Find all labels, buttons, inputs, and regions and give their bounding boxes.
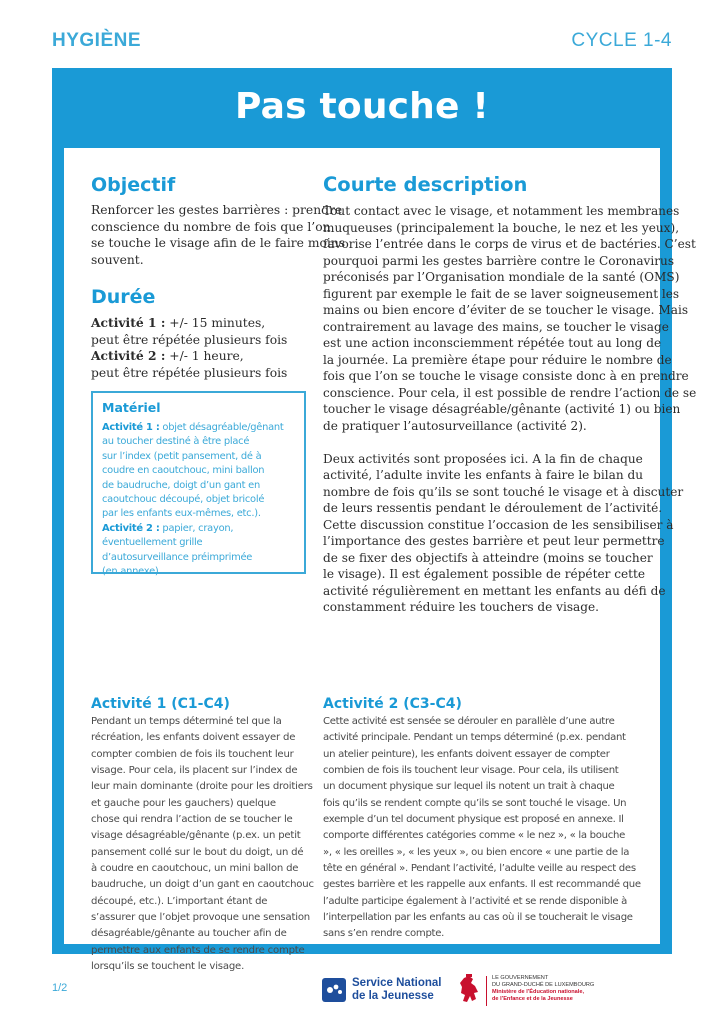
text-line: pansement collé sur le bout du doigt, un dé — [91, 846, 304, 858]
text-line: Pendant un temps déterminé tel que la — [91, 716, 282, 727]
snj-logo-block — [322, 976, 442, 1008]
text-line: par les enfants eux-mêmes, etc.). — [102, 508, 261, 520]
title-frame — [52, 68, 697, 973]
text-line: toucher le visage désagréable/gênante (activité 1) ou bien — [323, 402, 681, 416]
duree-a1-value: +/- 15 minutes, — [165, 316, 266, 330]
snj-logo-icon — [322, 978, 346, 1002]
text-line: », « les oreilles », « les yeux », ou bien encore « une partie de la — [323, 846, 630, 858]
government-logo-block — [456, 972, 626, 1012]
text-line: s’assurer que l’objet provoque une sensation — [91, 912, 311, 924]
description-text — [323, 203, 696, 616]
text-line: sans s’en rendre compte. — [323, 928, 445, 940]
ministry-line-2: de l’Enfance et de la Jeunesse — [492, 996, 573, 1002]
text-line: comporte différentes catégories comme « le nez », « la bouche — [323, 830, 626, 842]
duree-heading: Durée — [91, 286, 156, 308]
materiel-a2-first: papier, crayon, — [159, 522, 234, 534]
text-line: favorise l’entrée dans le corps de virus et de bactéries. C’est — [323, 237, 696, 251]
text-line: préconisés par l’Organisation mondiale de la santé (OMS) — [323, 270, 680, 284]
text-line: visage. Pour cela, ils placent sur l’index de — [91, 765, 298, 777]
text-line: lorsqu’ils se touchent le visage. — [91, 961, 245, 973]
text-line: pourquoi parmi les gestes barrière contre le Coronavirus — [323, 253, 675, 268]
text-line: combien de fois ils touchent leur visage. Pour cela, ils utilisent — [323, 765, 619, 777]
duree-activity-2 — [91, 348, 287, 365]
text-line: leur main dominante (droite pour les droitiers — [91, 781, 313, 793]
snj-line-1: Service National — [352, 977, 442, 989]
activite1-text — [91, 714, 314, 976]
duree-a2-value: +/- 1 heure, — [165, 349, 244, 363]
text-line: de se fixer des objectifs à atteindre (moins se toucher — [323, 550, 653, 565]
text-line: de pratiquer l’autosurveillance (activité 2). — [323, 418, 587, 433]
text-line: activité, l’adulte invite les enfants à faire le bilan du — [323, 468, 644, 482]
text-line: exemple d’un tel document physique est proposé en annexe. Il — [323, 814, 624, 826]
text-line: l’interpellation par les enfants au cas où il se toucherait le visage — [323, 912, 633, 924]
text-line: baudruche, un doigt d’un gant en caoutchouc — [91, 879, 314, 891]
text-line: de baudruche, doigt d’un gant en — [102, 479, 261, 491]
cycle-label: CYCLE 1-4 — [571, 30, 672, 51]
activite2-heading: Activité 2 (C3-C4) — [323, 696, 462, 712]
ministry-line-1: Ministère de l’Éducation nationale, — [492, 989, 585, 995]
page-number: 1/2 — [52, 982, 68, 994]
description-heading: Courte description — [323, 173, 528, 196]
text-line: permettre aux enfants de se rendre compte — [91, 944, 305, 956]
text-line: fois qu’ils se rendent compte qu’ils se sont touché le visage. Un — [323, 797, 627, 809]
snj-name — [352, 977, 441, 1003]
materiel-a1-label: Activité 1 : — [102, 422, 160, 433]
materiel-activity-1 — [102, 421, 284, 435]
objectif-heading: Objectif — [91, 174, 176, 196]
text-line: l’adulte participe également à l’activité et se rende disponible à — [323, 895, 628, 907]
text-line: le visage). Il est également possible de répéter cette — [323, 567, 646, 581]
text-line: un atelier peinture), les enfants doivent essayer de compter — [323, 748, 610, 760]
materiel-text — [102, 421, 284, 579]
government-name — [492, 975, 594, 1003]
materiel-a1-first: objet désagréable/gênant — [159, 422, 284, 433]
text-line: conscience du nombre de fois que l’on — [91, 219, 331, 234]
text-line: éventuellement grille — [102, 537, 203, 549]
activite2-text — [323, 714, 641, 943]
materiel-a2-label: Activité 2 : — [102, 522, 160, 534]
text-line: compter combien de fois ils touchent leur — [91, 748, 294, 760]
text-line: est une action inconsciemment répétée tout au long de — [323, 336, 662, 350]
paragraph-gap — [323, 434, 696, 451]
text-line: nombre de fois qu’ils se sont touché le visage et à discuter — [323, 484, 684, 499]
logo-divider — [486, 976, 487, 1006]
text-line: l’importance des gestes barrière et peut leur permettre — [323, 534, 665, 548]
gov-line-2: DU GRAND-DUCHÉ DE LUXEMBOURG — [492, 982, 595, 988]
text-line: coudre en caoutchouc, mini ballon — [102, 465, 265, 477]
text-line: Cette discussion constitue l’occasion de les sensibiliser à — [323, 517, 674, 532]
text-line: au toucher destiné à être placé — [102, 436, 250, 448]
text-line: fois que l’on se touche le visage consiste donc à en prendre — [323, 369, 689, 383]
duree-activity-1 — [91, 315, 287, 332]
duree-a2-label: Activité 2 : — [91, 348, 166, 363]
text-line: désagréable/gênante au toucher afin de — [91, 928, 287, 940]
materiel-heading: Matériel — [102, 400, 161, 415]
materiel-box — [91, 391, 306, 578]
text-line: Deux activités sont proposées ici. A la fin de chaque — [323, 451, 643, 466]
materiel-activity-2 — [102, 522, 284, 536]
text-line: souvent. — [91, 252, 144, 267]
text-line: sur l’index (petit pansement, dé à — [102, 450, 262, 462]
content-panel — [64, 148, 697, 973]
lion-icon — [456, 974, 482, 1006]
text-line: découpé, etc.). L’important étant de — [91, 895, 268, 907]
duree-a1-label: Activité 1 : — [91, 315, 166, 330]
text-line: se touche le visage afin de le faire moins — [91, 236, 346, 250]
snj-line-2: de la Jeunesse — [352, 990, 434, 1002]
text-line: et gauche pour les gauchers) quelque — [91, 797, 276, 809]
text-line: récréation, les enfants doivent essayer de — [91, 732, 296, 744]
text-line: Cette activité est sensée se dérouler en parallèle d’une autre — [323, 716, 615, 727]
text-line: tête en général ». Pendant l’activité, l’adulte veille au respect des — [323, 863, 636, 875]
text-line: peut être répétée plusieurs fois — [91, 332, 288, 347]
text-line: peut être répétée plusieurs fois — [91, 365, 288, 380]
text-line: Tout contact avec le visage, et notamment les membranes — [323, 204, 680, 218]
text-line: un document physique sur lequel ils notent un trait à chaque — [323, 781, 615, 793]
activite1-heading: Activité 1 (C1-C4) — [91, 696, 230, 712]
text-line: figurent par exemple le fait de se laver soigneusement les — [323, 286, 680, 301]
text-line: contrairement au lavage des mains, se toucher le visage — [323, 319, 669, 334]
text-line: (en annexe). — [102, 566, 162, 578]
text-line: gestes barrière et les rappelle aux enfants. Il est recommandé que — [323, 879, 641, 891]
objectif-text — [91, 202, 345, 268]
text-line: Renforcer les gestes barrières : prendre — [91, 203, 343, 217]
text-line: constamment réduire les touchers de visage. — [323, 600, 599, 614]
text-line: de leurs ressentis pendant le déroulement de l’activité. — [323, 501, 663, 515]
subject-label: HYGIÈNE — [52, 30, 142, 51]
text-line: chose qui rendra l’action de se toucher le — [91, 814, 293, 826]
page-title: Pas touche ! — [235, 86, 489, 127]
text-line: la journée. La première étape pour réduire le nombre de — [323, 352, 672, 367]
text-line: mains ou bien encore d’éviter de se toucher le visage. Mais — [323, 303, 689, 317]
text-line: visage désagréable/gênante (p.ex. un petit — [91, 830, 301, 842]
text-line: à coudre en caoutchouc, un mini ballon de — [91, 863, 299, 875]
text-line: caoutchouc découpé, objet bricolé — [102, 494, 265, 506]
duree-text — [91, 315, 287, 381]
gov-line-1: LE GOUVERNEMENT — [492, 975, 549, 981]
text-line: d’autosurveillance préimprimée — [102, 551, 253, 563]
text-line: conscience. Pour cela, il est possible de rendre l’action de se — [323, 385, 697, 400]
text-line: muqueuses (principalement la bouche, le nez et les yeux), — [323, 220, 680, 235]
text-line: activité principale. Pendant un temps déterminé (p.ex. pendant — [323, 732, 626, 744]
text-line: activité régulièrement en mettant les enfants au défi de — [323, 583, 666, 598]
